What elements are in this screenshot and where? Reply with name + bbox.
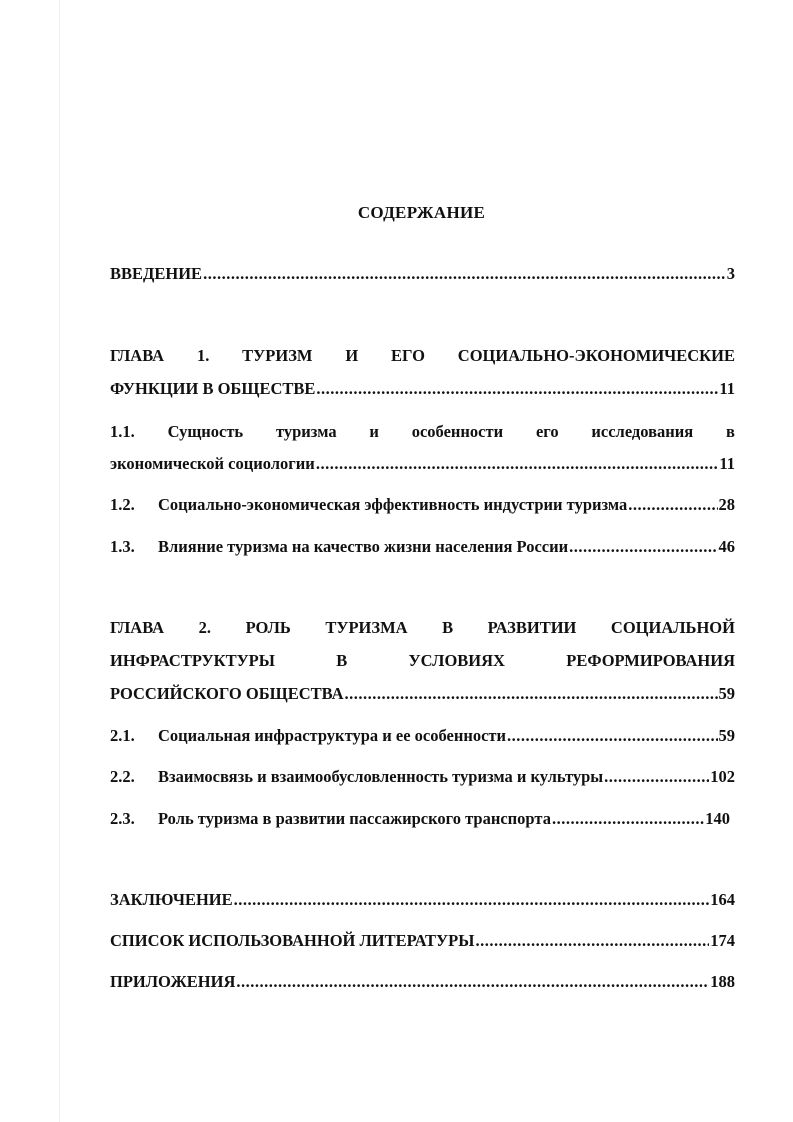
heading-word: РЕФОРМИРОВАНИЯ (566, 651, 735, 670)
heading-word: 2. (198, 618, 212, 637)
heading-word: РАЗВИТИИ (487, 618, 577, 637)
toc-entry-bibliography (110, 930, 735, 952)
heading-word: ТУРИЗМА (325, 618, 408, 637)
toc-entry-section-1-3 (110, 536, 735, 558)
section-word: особенности (411, 422, 504, 441)
heading-word: В (336, 651, 348, 670)
heading-word: СОЦИАЛЬНОЙ (610, 618, 735, 637)
heading-word: ТУРИЗМ (242, 346, 313, 365)
page-title: СОДЕРЖАНИЕ (357, 203, 486, 222)
toc-leader (569, 536, 717, 558)
toc-page-number: 3 (726, 264, 735, 283)
section-word: и (369, 422, 379, 441)
toc-leader (234, 889, 710, 911)
toc-leader (552, 808, 704, 830)
toc-entry-label: Взаимосвязь и взаимообусловленность туризма и культуры (158, 767, 604, 786)
toc-entry-label: СПИСОК ИСПОЛЬЗОВАННОЙ ЛИТЕРАТУРЫ (110, 931, 475, 950)
section-word: Сущность (167, 422, 244, 441)
section-number: 2.2. (110, 767, 135, 786)
toc-entry-label: Социально-экономическая эффективность индустрии туризма (158, 495, 628, 514)
scan-edge (59, 0, 60, 1122)
toc-page-number: 46 (718, 537, 735, 556)
chapter-2-heading-line-2 (110, 650, 735, 672)
heading-word: В (442, 618, 454, 637)
toc-entry-conclusion (110, 889, 735, 911)
heading-word: 1. (196, 346, 210, 365)
section-number: 2.3. (110, 809, 135, 828)
toc-entry-section-1-1 (110, 453, 735, 475)
section-word: в (726, 422, 735, 441)
toc-page-number: 102 (710, 767, 735, 786)
toc-entry-appendix (110, 971, 735, 993)
toc-entry-label: Социальная инфраструктура и ее особенности (158, 726, 507, 745)
section-word: исследования (591, 422, 694, 441)
toc-entry-chapter-2 (110, 683, 735, 705)
chapter-1-heading-line-1 (110, 345, 735, 367)
toc-entry-section-2-2 (110, 766, 735, 788)
heading-word: ГЛАВА (110, 618, 165, 637)
toc-entry-label: РОССИЙСКОГО ОБЩЕСТВА (110, 684, 344, 703)
toc-leader (316, 378, 718, 400)
section-number: 2.1. (110, 726, 135, 745)
toc-page-number: 140 (705, 809, 730, 828)
toc-page-number: 11 (719, 379, 735, 398)
heading-word: И (345, 346, 359, 365)
toc-page-number: 188 (710, 972, 735, 991)
toc-leader (203, 263, 726, 285)
heading-word: УСЛОВИЯХ (408, 651, 505, 670)
toc-entry-label: ПРИЛОЖЕНИЯ (110, 972, 236, 991)
toc-entry-section-2-3 (110, 808, 730, 830)
toc-entry-section-2-1 (110, 725, 735, 747)
toc-entry-chapter-1 (110, 378, 735, 400)
toc-entry-label: ВВЕДЕНИЕ (110, 264, 203, 283)
heading-word: РОЛЬ (245, 618, 291, 637)
section-word: туризма (275, 422, 337, 441)
toc-page-number: 11 (719, 454, 735, 473)
toc-leader (236, 971, 709, 993)
toc-page-number: 59 (718, 726, 735, 745)
toc-entry-label: экономической социологии (110, 454, 315, 473)
heading-word: ГЛАВА (110, 346, 165, 365)
toc-page-number: 174 (710, 931, 735, 950)
toc-entry-section-1-2 (110, 494, 735, 516)
heading-word: ЕГО (391, 346, 425, 365)
section-number: 1.1. (110, 422, 135, 441)
toc-leader (345, 683, 718, 705)
section-word: его (535, 422, 559, 441)
toc-leader (507, 725, 717, 747)
toc-entry-intro (110, 263, 735, 285)
toc-page-number: 59 (718, 684, 735, 703)
section-number: 1.2. (110, 495, 135, 514)
toc-entry-label: Влияние туризма на качество жизни населения России (158, 537, 569, 556)
toc-leader (475, 930, 709, 952)
toc-entry-label: ЗАКЛЮЧЕНИЕ (110, 890, 233, 909)
chapter-2-heading-line-1 (110, 617, 735, 639)
toc-entry-label: ФУНКЦИИ В ОБЩЕСТВЕ (110, 379, 316, 398)
toc-page-number: 28 (718, 495, 735, 514)
toc-leader (604, 766, 709, 788)
heading-word: ИНФРАСТРУКТУРЫ (110, 651, 275, 670)
toc-entry-label: Роль туризма в развитии пассажирского транспорта (158, 809, 551, 828)
section-1-1-line-1 (110, 421, 735, 443)
toc-page-number: 164 (710, 890, 735, 909)
toc-leader (316, 453, 719, 475)
toc-leader (628, 494, 717, 516)
heading-word: СОЦИАЛЬНО-ЭКОНОМИЧЕСКИЕ (457, 346, 735, 365)
section-number: 1.3. (110, 537, 135, 556)
